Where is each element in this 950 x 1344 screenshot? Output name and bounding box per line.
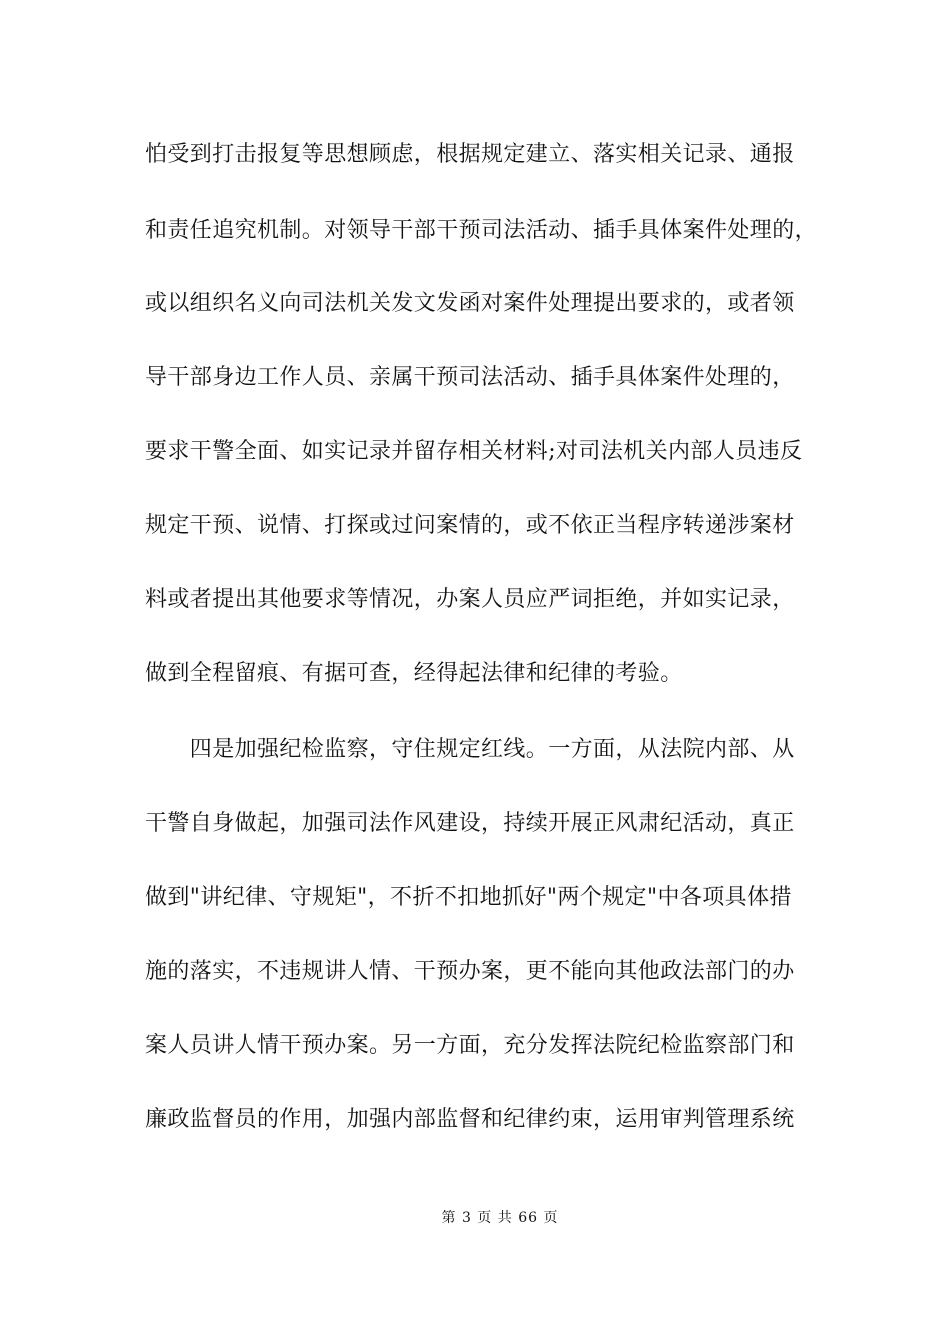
- text-line: 要求干警全面、如实记录并留存相关材料;对司法机关内部人员违反: [145, 439, 803, 464]
- text-line: 案人员讲人情干预办案。另一方面，充分发挥法院纪检监察部门和: [145, 1033, 795, 1058]
- paragraph-start-line: 四是加强纪检监察，守住规定红线。一方面，从法院内部、从: [145, 737, 795, 762]
- page-number-footer: 第 3 页 共 66 页: [441, 1210, 559, 1226]
- text-line: 做到"讲纪律、守规矩"，不折不扣地抓好"两个规定"中各项具体措: [145, 885, 792, 910]
- text-line: 或以组织名义向司法机关发文发函对案件处理提出要求的，或者领: [145, 291, 795, 316]
- text-line: 干警自身做起，加强司法作风建设，持续开展正风肃纪活动，真正: [145, 811, 795, 836]
- text-line: 廉政监督员的作用，加强内部监督和纪律约束，运用审判管理系统: [145, 1107, 795, 1132]
- text-line: 料或者提出其他要求等情况，办案人员应严词拒绝，并如实记录，: [145, 587, 795, 612]
- text-line: 导干部身边工作人员、亲属干预司法活动、插手具体案件处理的，: [145, 365, 795, 390]
- text-line: 施的落实，不违规讲人情、干预办案，更不能向其他政法部门的办: [145, 959, 795, 984]
- text-line: 和责任追究机制。对领导干部干预司法活动、插手具体案件处理的，: [145, 218, 818, 243]
- text-line: 规定干预、说情、打探或过问案情的，或不依正当程序转递涉案材: [145, 513, 795, 538]
- text-line: 怕受到打击报复等思想顾虑，根据规定建立、落实相关记录、通报: [145, 142, 795, 167]
- text-line: 做到全程留痕、有据可查，经得起法律和纪律的考验。: [145, 661, 683, 686]
